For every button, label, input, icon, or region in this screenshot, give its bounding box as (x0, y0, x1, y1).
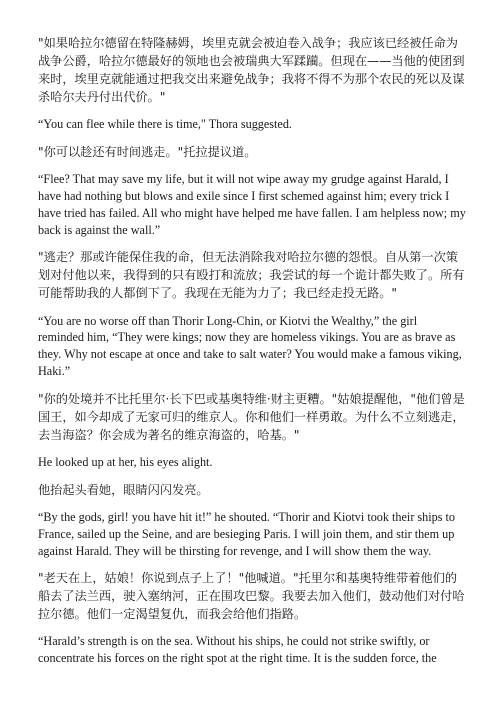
paragraph-en-5: “By the gods, girl! you have hit it!” he shouted. “Thorir and Kiotvi took their ships to France, sailed up the Seine, and are besieging Paris. I will join them, and stir them up against Harald. They will be thirsting for revenge, and I will show them the way. (38, 509, 456, 558)
paragraph-zh-6: "老天在上，姑娘！你说到点子上了！"他喊道。"托里尔和基奥特维带着他们的船去了法兰西，驶入塞纳河，正在围攻巴黎。我要去加入他们，鼓动他们对付哈拉尔德。他们一定渴望复仇，而我会给他们指路。 (38, 571, 465, 622)
paragraph-en-2: “Flee? That may save my life, but it will not wipe away my grudge against Harald, I have had nothing but blows and exile since I first schemed against him; every trick I have tried has failed. All who might have helped me have fallen. I am helpless now; my back is against the wall.” (38, 172, 466, 237)
paragraph-en-6: “Harald’s strength is on the sea. Without his ships, he could not strike swiftly, or concentrate his forces on the right spot at the right time. It is the sudden force, the (38, 634, 437, 666)
document-page (38, 34, 466, 677)
paragraph-en-4: He looked up at her, his eyes alight. (38, 454, 213, 469)
paragraph-zh-1: "如果哈拉尔德留在特隆赫姆，埃里克就会被迫卷入战争；我应该已经被任命为战争公爵，哈拉尔德最好的领地也会被瑞典大军蹂躏。但现在——当他的使团到来时，埃里克就能通过把我交出来避免战争；我将不得不为那个农民的死以及谋杀哈尔夫丹付出代价。" (38, 36, 465, 105)
paragraph-zh-4: "你的处境并不比托里尔·长下巴或基奥特维·财主更糟。"姑娘提醒他，"他们曾是国王，如今却成了无家可归的维京人。你和他们一样勇敢。为什么不立刻逃走，去当海盗？你会成为著名的维京海盗的，哈基。" (38, 391, 465, 442)
paragraph-zh-5: 他抬起头看她，眼睛闪闪发亮。 (38, 482, 209, 497)
paragraph-en-3: “You are no worse off than Thorir Long-Chin, or Kiotvi the Wealthy,” the girl reminded him, “They were kings; now they are homeless vikings. You are as brave as they. Why not escape at once and take to salt water? You would make a famous viking, Haki.” (38, 313, 462, 378)
paragraph-zh-2: "你可以趁还有时间逃走。"托拉提议道。 (38, 145, 257, 160)
paragraph-en-1: “You can flee while there is time," Thora suggested. (38, 117, 292, 132)
paragraph-zh-3: "逃走？那或许能保住我的命，但无法消除我对哈拉尔德的怨恨。自从第一次策划对付他以来，我得到的只有殴打和流放；我尝试的每一个诡计都失败了。所有可能帮助我的人都倒下了。我现在无能为力了；我已经走投无路。" (38, 250, 465, 301)
